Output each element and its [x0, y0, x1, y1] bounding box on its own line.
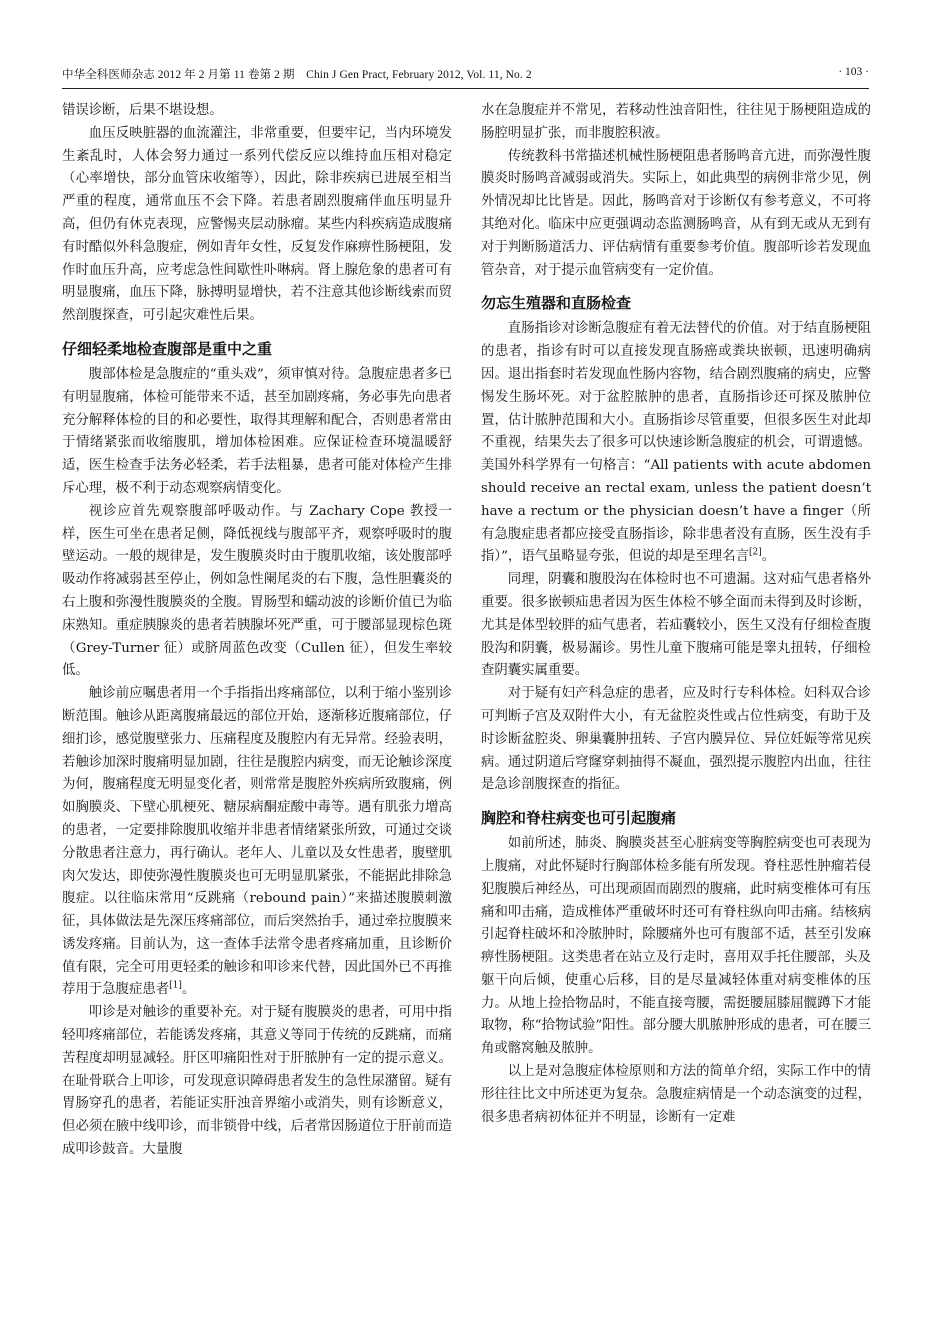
paragraph: 同理，阴囊和腹股沟在体检时也不可遗漏。这对疝气患者格外重要。很多嵌顿疝患者因为医生体检不够全面而未得到及时诊断，尤其是体型较胖的疝气患者，若疝囊较小，医生又没有仔细检查腹股沟和阴囊，极易漏诊。男性儿童下腹痛可能是睾丸扭转，仔细检查阴囊实属重要。	[481, 572, 871, 679]
paragraph: 错误诊断，后果不堪设想。	[62, 103, 223, 118]
paragraph	[62, 683, 452, 1002]
running-header	[62, 66, 869, 89]
section-heading: 仔细轻柔地检查腹部是重中之重	[62, 339, 273, 358]
paragraph: 叩诊是对触诊的重要补充。对于疑有腹膜炎的患者，可用中指轻叩疼痛部位，若能诱发疼痛，其意义等同于传统的反跳痛，而痛苦程度却明显减轻。肝区叩痛阳性对于肝脓肿有一定的提示意义。在耻骨联合上叩诊，可发现意识障碍患者发生的急性尿潴留。疑有胃肠穿孔的患者，若能证实肝浊音界缩小或消失，则有诊断意义，但必须在腋中线叩诊，而非锁骨中线，后者常因肠道位于肝前而造成叩诊鼓音。大量腹	[62, 1005, 452, 1158]
paragraph: 传统教科书常描述机械性肠梗阻患者肠鸣音亢进，而弥漫性腹膜炎时肠鸣音减弱或消失。实际上，如此典型的病例非常少见，例外情况却比比皆是。因此，肠鸣音对于诊断仅有参考意义，不可将其绝对化。临床中应更强调动态监测肠鸣音，从有到无或从无到有对于判断肠道活力、评估病情有重要参考价值。腹部听诊若发现血管杂音，对于提示血管病变有一定价值。	[481, 148, 871, 278]
paragraph: 视诊应首先观察腹部呼吸动作。与 Zachary Cope 教授一样，医生可坐在患者足侧，降低视线与腹部平齐，观察呼吸时的腹壁运动。一般的规律是，发生腹膜炎时由于腹肌收缩，该处腹部呼吸动作将减弱甚至停止，例如急性阑尾炎的右下腹，急性胆囊炎的右上腹和弥漫性腹膜炎的全腹。胃肠型和蠕动波的诊断价值已为临床熟知。重症胰腺炎的患者若胰腺坏死严重，可于腰部显现棕色斑（Grey-Turner 征）或脐周蓝色改变（Cullen 征），但发生率较低。	[62, 503, 452, 679]
paragraph	[481, 318, 871, 569]
section-heading: 勿忘生殖器和直肠检查	[481, 294, 632, 313]
paragraph: 以上是对急腹症体检原则和方法的简单介绍，实际工作中的情形往往比文中所述更为复杂。急腹症病情是一个动态演变的过程，很多患者病初体征并不明显，诊断有一定难	[481, 1064, 871, 1125]
right-column	[481, 100, 871, 1129]
citation-ref: [2]	[748, 547, 762, 558]
paragraph: 血压反映脏器的血流灌注，非常重要，但要牢记，当内环境发生紊乱时，人体会努力通过一系列代偿反应以维持血压相对稳定（心率增快，部分血管床收缩等），因此，除非疾病已进展至相当严重的程度，通常血压不会下降。若患者剧烈腹痛伴血压明显升高，但仍有休克表现，应警惕夹层动脉瘤。某些内科疾病造成腹痛有时酷似外科急腹症，例如青年女性，反复发作麻痹性肠梗阻，发作时血压升高，应考虑急性间歇性卟啉病。肾上腺危象的患者可有明显腹痛，血压下降，脉搏明显增快，若不注意其他诊断线索而贸然剖腹探查，可引起灾难性后果。	[62, 125, 452, 324]
paragraph: 对于疑有妇产科急症的患者，应及时行专科体检。妇科双合诊可判断子宫及双附件大小，有无盆腔炎性或占位性病变，有助于及时诊断盆腔炎、卵巢囊肿扭转、子宫内膜异位、异位妊娠等常见疾病。通过阴道后穹窿穿刺抽得不凝血，强烈提示腹腔内出血，往往是急诊剖腹探查的指征。	[481, 686, 871, 793]
paragraph-text: 触诊前应嘱患者用一个手指指出疼痛部位，以利于缩小鉴别诊断范围。触诊从距离腹痛最远的部位开始，逐渐移近腹痛部位，仔细扪诊，感觉腹壁张力、压痛程度及腹腔内有无异常。经验表明，若触诊加深时腹痛明显加剧，往往是腹腔内病变，而无论触诊深度为何，腹痛程度无明显变化者，则常常是腹腔外疾病所致腹痛，例如胸膜炎、下壁心肌梗死、糖尿病酮症酸中毒等。遇有肌张力增高的患者，一定要排除腹肌收缩并非患者情绪紧张所致，可通过交谈分散患者注意力，再行确认。老年人、儿童以及女性患者，腹壁肌肉欠发达，即使弥漫性腹膜炎也可无明显肌紧张，不能据此排除急腹症。以往临床常用“反跳痛（rebound pain）”来描述腹膜刺激征，具体做法是先深压疼痛部位，而后突然抬手，通过牵拉腹膜来诱发疼痛。目前认为，这一查体手法常令患者疼痛加重，且诊断价值有限，完全可用更轻柔的触诊和叩诊来代替，因此国外已不再推荐用于急腹症患者	[62, 686, 452, 998]
journal-citation: 中华全科医师杂志 2012 年 2 月第 11 卷第 2 期 Chin J Gen Pract, February 2012, Vol. 11, No. 2	[62, 69, 532, 81]
paragraph: 腹部体检是急腹症的“重头戏”，须审慎对待。急腹症患者多已有明显腹痛，体检可能带来不适，甚至加剧疼痛，务必事先向患者充分解释体检的目的和必要性，取得其理解和配合，否则患者常由于情绪紧张而收缩腹肌，增加体检困难。应保证检查环境温暖舒适，医生检查手法务必轻柔，若手法粗暴，患者可能对体检产生排斥心理，极不利于动态观察病情变化。	[62, 366, 452, 496]
paragraph: 水在急腹症并不常见，若移动性浊音阳性，往往见于肠梗阻造成的肠腔明显扩张，而非腹腔积液。	[481, 103, 871, 141]
paragraph: 如前所述，肺炎、胸膜炎甚至心脏病变等胸腔病变也可表现为上腹痛，对此怀疑时行胸部体检多能有所发现。脊柱恶性肿瘤若侵犯腹膜后神经丛，可出现顽固而剧烈的腹痛，此时病变椎体可有压痛和叩击痛，造成椎体严重破坏时还可有脊柱纵向叩击痛。结核病引起脊柱破坏和冷脓肿时，除腰痛外也可有腹部不适，甚至引发麻痹性肠梗阻。这类患者在站立及行走时，喜用双手托住腰部，头及躯干向后倾，使重心后移，目的是尽量减轻体重对病变椎体的压力。从地上捡拾物品时，不能直接弯腰，需挺腰屈膝屈髋蹲下才能取物，称“拾物试验”阳性。部分腰大肌脓肿形成的患者，可在腰三角或髂窝触及脓肿。	[481, 836, 871, 1057]
left-column	[62, 100, 452, 1162]
paragraph-text: 直肠指诊对诊断急腹症有着无法替代的价值。对于结直肠梗阻的患者，指诊有时可以直接发现直肠癌或粪块嵌顿，迅速明确病因。退出指套时若发现血性肠内容物，结合剧烈腹痛的病史，应警惕发生肠坏死。对于盆腔脓肿的患者，直肠指诊还可探及脓肿位置，估计脓肿范围和大小。直肠指诊尽管重要，但很多医生对此却不重视，结果失去了很多可以快速诊断急腹症的机会，可谓遗憾。美国外科学界有一句格言：“All patients with acute abdomen should receive an rectal exam, unless the patient doesn’t have a rectum or the physician doesn’t have a finger（所有急腹症患者都应接受直肠指诊，除非患者没有直肠，医生没有手指）”，语气虽略显夸张，但说的却是至理名言	[481, 321, 871, 565]
citation-ref: [1]	[169, 981, 182, 992]
paragraph-end: 。	[761, 549, 776, 565]
page-number: · 103 ·	[838, 66, 869, 78]
paragraph-end: 。	[181, 982, 196, 998]
section-heading: 胸腔和脊柱病变也可引起腹痛	[481, 809, 677, 828]
